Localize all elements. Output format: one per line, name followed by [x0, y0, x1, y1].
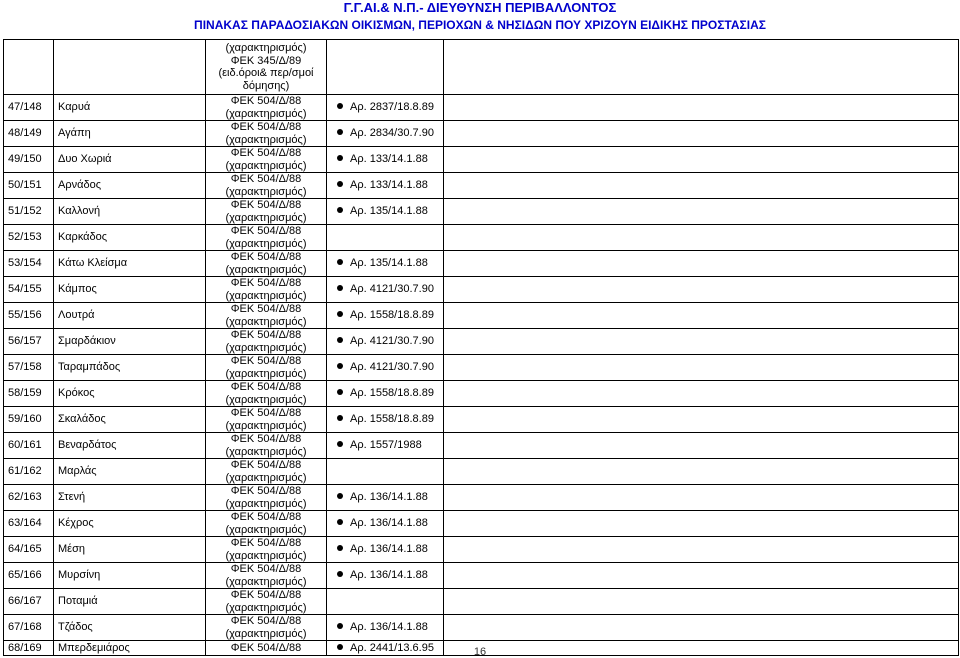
decision-text: Αρ. 2837/18.8.89 — [350, 101, 434, 114]
code-cell: 55/156 — [4, 303, 54, 329]
name-cell: Μαρλάς — [54, 459, 206, 485]
code-cell: 61/162 — [4, 459, 54, 485]
remarks-cell — [444, 433, 959, 459]
decision-text: Αρ. 4121/30.7.90 — [350, 335, 434, 348]
decision-cell — [327, 303, 444, 329]
fek-line: ΦΕΚ 504/Δ/88 — [230, 381, 302, 393]
name-cell: Κάμπος — [54, 277, 206, 303]
fek-note: (χαρακτηρισμός) — [225, 523, 307, 536]
decision-text: Αρ. 136/14.1.88 — [350, 569, 428, 582]
decision-cell — [327, 355, 444, 381]
fek-line: ΦΕΚ 504/Δ/88 — [230, 173, 302, 185]
decision-cell — [327, 199, 444, 225]
decision-cell — [327, 511, 444, 537]
decision-cell — [327, 433, 444, 459]
fek-cell — [206, 485, 327, 511]
remarks-cell — [444, 95, 959, 121]
fek-note: (χαρακτηρισμός) — [225, 497, 307, 510]
table-row — [4, 95, 959, 121]
code-cell: 62/163 — [4, 485, 54, 511]
name-cell — [54, 40, 206, 95]
fek-line: ΦΕΚ 504/Δ/88 — [230, 329, 302, 341]
code-cell: 52/153 — [4, 225, 54, 251]
name-cell: Σμαρδάκιον — [54, 329, 206, 355]
name-cell: Καλλονή — [54, 199, 206, 225]
fek-line: ΦΕΚ 504/Δ/88 — [230, 303, 302, 315]
bullet-icon — [337, 311, 343, 317]
fek-note: (χαρακτηρισμός) — [225, 237, 307, 250]
remarks-cell — [444, 589, 959, 615]
fek-line: δόμησης) — [242, 79, 290, 92]
fek-cell — [206, 407, 327, 433]
bullet-icon — [337, 389, 343, 395]
decision-text: Αρ. 136/14.1.88 — [350, 543, 428, 556]
bullet-icon — [337, 623, 343, 629]
fek-cell — [206, 355, 327, 381]
fek-note: (χαρακτηρισμός) — [225, 575, 307, 588]
bullet-icon — [337, 103, 343, 109]
code-cell: 65/166 — [4, 563, 54, 589]
name-cell: Λουτρά — [54, 303, 206, 329]
decision-text: Αρ. 136/14.1.88 — [350, 517, 428, 530]
code-cell: 50/151 — [4, 173, 54, 199]
bullet-icon — [337, 207, 343, 213]
table-row — [4, 251, 959, 277]
remarks-cell — [444, 199, 959, 225]
decision-text: Αρ. 4121/30.7.90 — [350, 283, 434, 296]
bullet-icon — [337, 363, 343, 369]
fek-line: ΦΕΚ 504/Δ/88 — [230, 433, 302, 445]
code-cell — [4, 40, 54, 95]
name-cell: Τζάδος — [54, 615, 206, 641]
table-row-first — [4, 40, 959, 95]
fek-note: (χαρακτηρισμός) — [225, 471, 307, 484]
fek-note: (χαρακτηρισμός) — [225, 107, 307, 120]
bullet-icon — [337, 415, 343, 421]
fek-line: ΦΕΚ 504/Δ/88 — [230, 147, 302, 159]
decision-cell — [327, 329, 444, 355]
bullet-icon — [337, 571, 343, 577]
code-cell: 58/159 — [4, 381, 54, 407]
decision-cell — [327, 563, 444, 589]
code-cell: 49/150 — [4, 147, 54, 173]
fek-cell — [206, 147, 327, 173]
table-body — [4, 40, 959, 656]
table-row — [4, 173, 959, 199]
table-row — [4, 537, 959, 563]
fek-line: ΦΕΚ 504/Δ/88 — [230, 251, 302, 263]
code-cell: 54/155 — [4, 277, 54, 303]
fek-note: (χαρακτηρισμός) — [225, 419, 307, 432]
remarks-cell — [444, 485, 959, 511]
name-cell: Στενή — [54, 485, 206, 511]
fek-cell — [206, 303, 327, 329]
fek-cell — [206, 329, 327, 355]
code-cell: 59/160 — [4, 407, 54, 433]
bullet-icon — [337, 493, 343, 499]
name-cell: Καρκάδος — [54, 225, 206, 251]
bullet-icon — [337, 337, 343, 343]
bullet-icon — [337, 545, 343, 551]
fek-line: ΦΕΚ 504/Δ/88 — [230, 121, 302, 133]
table-row — [4, 355, 959, 381]
fek-note: (χαρακτηρισμός) — [225, 627, 307, 640]
fek-line: ΦΕΚ 504/Δ/88 — [230, 485, 302, 497]
name-cell: Μέση — [54, 537, 206, 563]
remarks-cell — [444, 147, 959, 173]
remarks-cell — [444, 251, 959, 277]
fek-note: (χαρακτηρισμός) — [225, 133, 307, 146]
remarks-cell — [444, 407, 959, 433]
fek-cell — [206, 381, 327, 407]
fek-cell — [206, 615, 327, 641]
fek-note: (χαρακτηρισμός) — [225, 315, 307, 328]
code-cell: 63/164 — [4, 511, 54, 537]
table-row — [4, 329, 959, 355]
remarks-cell — [444, 615, 959, 641]
name-cell: Αρνάδος — [54, 173, 206, 199]
remarks-cell — [444, 303, 959, 329]
code-cell: 67/168 — [4, 615, 54, 641]
fek-line: ΦΕΚ 504/Δ/88 — [230, 355, 302, 367]
fek-line: ΦΕΚ 504/Δ/88 — [230, 199, 302, 211]
code-cell: 64/165 — [4, 537, 54, 563]
fek-line: ΦΕΚ 504/Δ/88 — [230, 641, 302, 654]
fek-note: (χαρακτηρισμός) — [225, 185, 307, 198]
decision-cell — [327, 225, 444, 251]
fek-line: ΦΕΚ 504/Δ/88 — [230, 589, 302, 601]
fek-cell — [206, 511, 327, 537]
decision-cell — [327, 459, 444, 485]
decision-text: Αρ. 2834/30.7.90 — [350, 127, 434, 140]
name-cell: Κάτω Κλείσμα — [54, 251, 206, 277]
decision-cell — [327, 407, 444, 433]
decision-text: Αρ. 135/14.1.88 — [350, 257, 428, 270]
fek-note: (χαρακτηρισμός) — [225, 211, 307, 224]
remarks-cell — [444, 40, 959, 95]
table-row — [4, 147, 959, 173]
fek-note: (χαρακτηρισμός) — [225, 159, 307, 172]
fek-cell — [206, 121, 327, 147]
table-row — [4, 303, 959, 329]
fek-line: ΦΕΚ 504/Δ/88 — [230, 225, 302, 237]
code-cell: 60/161 — [4, 433, 54, 459]
fek-line: ΦΕΚ 504/Δ/88 — [230, 459, 302, 471]
fek-cell — [206, 95, 327, 121]
name-cell: Αγάπη — [54, 121, 206, 147]
bullet-icon — [337, 129, 343, 135]
decision-cell — [327, 277, 444, 303]
page-number: 16 — [473, 646, 487, 658]
fek-cell — [206, 225, 327, 251]
fek-cell — [206, 199, 327, 225]
code-cell: 57/158 — [4, 355, 54, 381]
remarks-cell — [444, 121, 959, 147]
name-cell: Ταραμπάδος — [54, 355, 206, 381]
decision-text: Αρ. 133/14.1.88 — [350, 153, 428, 166]
table-caption: ΠΙΝΑΚΑΣ ΠΑΡΑΔΟΣΙΑΚΩΝ ΟΙΚΙΣΜΩΝ, ΠΕΡΙΟΧΩΝ & ΝΗΣΙΔΩΝ ΠΟΥ ΧΡΙΖΟΥΝ ΕΙΔΙΚΗΣ ΠΡΟΣΤΑΣΙΑΣ — [194, 18, 766, 32]
fek-line: ΦΕΚ 504/Δ/88 — [230, 277, 302, 289]
name-cell: Μπερδεμιάρος — [54, 641, 206, 656]
decision-cell — [327, 40, 444, 95]
fek-line: ΦΕΚ 504/Δ/88 — [230, 511, 302, 523]
table-row — [4, 199, 959, 225]
fek-note: (χαρακτηρισμός) — [225, 601, 307, 614]
code-cell: 51/152 — [4, 199, 54, 225]
decision-text: Αρ. 4121/30.7.90 — [350, 361, 434, 374]
decision-text: Αρ. 136/14.1.88 — [350, 621, 428, 634]
decision-text: Αρ. 1558/18.8.89 — [350, 309, 434, 322]
table-row — [4, 407, 959, 433]
decision-text: Αρ. 2441/13.6.95 — [350, 641, 434, 654]
table-row — [4, 615, 959, 641]
fek-line: (χαρακτηρισμός) — [225, 42, 307, 54]
fek-cell — [206, 277, 327, 303]
code-cell: 68/169 — [4, 641, 54, 656]
fek-cell — [206, 459, 327, 485]
fek-line: ΦΕΚ 504/Δ/88 — [230, 407, 302, 419]
table-row — [4, 589, 959, 615]
fek-note: (χαρακτηρισμός) — [225, 367, 307, 380]
bullet-icon — [337, 259, 343, 265]
fek-cell — [206, 251, 327, 277]
table-row — [4, 381, 959, 407]
fek-cell — [206, 173, 327, 199]
decision-cell — [327, 381, 444, 407]
fek-cell — [206, 40, 327, 95]
table-row — [4, 459, 959, 485]
decision-text: Αρ. 1557/1988 — [350, 439, 422, 452]
decision-cell — [327, 251, 444, 277]
remarks-cell — [444, 225, 959, 251]
bullet-icon — [337, 285, 343, 291]
remarks-cell — [444, 381, 959, 407]
remarks-cell — [444, 277, 959, 303]
table-row — [4, 563, 959, 589]
code-cell: 53/154 — [4, 251, 54, 277]
decision-text: Αρ. 1558/18.8.89 — [350, 387, 434, 400]
fek-cell — [206, 537, 327, 563]
decision-cell — [327, 589, 444, 615]
fek-line: ΦΕΚ 504/Δ/88 — [230, 563, 302, 575]
decision-cell — [327, 485, 444, 511]
decision-cell — [327, 95, 444, 121]
remarks-cell — [444, 329, 959, 355]
table-row — [4, 485, 959, 511]
name-cell: Σκαλάδος — [54, 407, 206, 433]
decision-cell — [327, 615, 444, 641]
code-cell: 47/148 — [4, 95, 54, 121]
fek-note: (χαρακτηρισμός) — [225, 341, 307, 354]
fek-note: (χαρακτηρισμός) — [225, 393, 307, 406]
bullet-icon — [337, 155, 343, 161]
decision-cell — [327, 121, 444, 147]
name-cell: Κέχρος — [54, 511, 206, 537]
fek-note: (χαρακτηρισμός) — [225, 289, 307, 302]
bullet-icon — [337, 441, 343, 447]
remarks-cell — [444, 537, 959, 563]
table-row — [4, 511, 959, 537]
name-cell: Ποταμιά — [54, 589, 206, 615]
code-cell: 48/149 — [4, 121, 54, 147]
table-row — [4, 225, 959, 251]
bullet-icon — [337, 181, 343, 187]
fek-cell — [206, 433, 327, 459]
decision-cell — [327, 537, 444, 563]
fek-cell — [206, 563, 327, 589]
fek-line: ΦΕΚ 504/Δ/88 — [230, 95, 302, 107]
decision-text: Αρ. 1558/18.8.89 — [350, 413, 434, 426]
decision-cell — [327, 173, 444, 199]
fek-line: ΦΕΚ 504/Δ/88 — [230, 537, 302, 549]
fek-line: ΦΕΚ 345/Δ/89 — [230, 54, 302, 67]
remarks-cell — [444, 355, 959, 381]
decision-text: Αρ. 135/14.1.88 — [350, 205, 428, 218]
table-row — [4, 121, 959, 147]
remarks-cell — [444, 511, 959, 537]
fek-note: (χαρακτηρισμός) — [225, 549, 307, 562]
code-cell: 56/157 — [4, 329, 54, 355]
fek-note: (χαρακτηρισμός) — [225, 445, 307, 458]
decision-text: Αρ. 133/14.1.88 — [350, 179, 428, 192]
name-cell: Βεναρδάτος — [54, 433, 206, 459]
remarks-cell — [444, 459, 959, 485]
remarks-cell — [444, 173, 959, 199]
remarks-cell — [444, 563, 959, 589]
code-cell: 66/167 — [4, 589, 54, 615]
fek-line: ΦΕΚ 504/Δ/88 — [230, 615, 302, 627]
name-cell: Κρόκος — [54, 381, 206, 407]
document-title: Γ.Γ.ΑΙ.& Ν.Π.- ΔΙΕΥΘΥΝΣΗ ΠΕΡΙΒΑΛΛΟΝΤΟΣ — [343, 0, 617, 15]
table-row — [4, 433, 959, 459]
table-row — [4, 277, 959, 303]
fek-line: (ειδ.όροι& περ/σμοί — [218, 67, 314, 79]
fek-cell — [206, 589, 327, 615]
decision-cell — [327, 147, 444, 173]
name-cell: Μυρσίνη — [54, 563, 206, 589]
decision-text: Αρ. 136/14.1.88 — [350, 491, 428, 504]
bullet-icon — [337, 519, 343, 525]
name-cell: Καρυά — [54, 95, 206, 121]
settlements-table — [3, 39, 959, 656]
name-cell: Δυο Χωριά — [54, 147, 206, 173]
fek-note: (χαρακτηρισμός) — [225, 263, 307, 276]
